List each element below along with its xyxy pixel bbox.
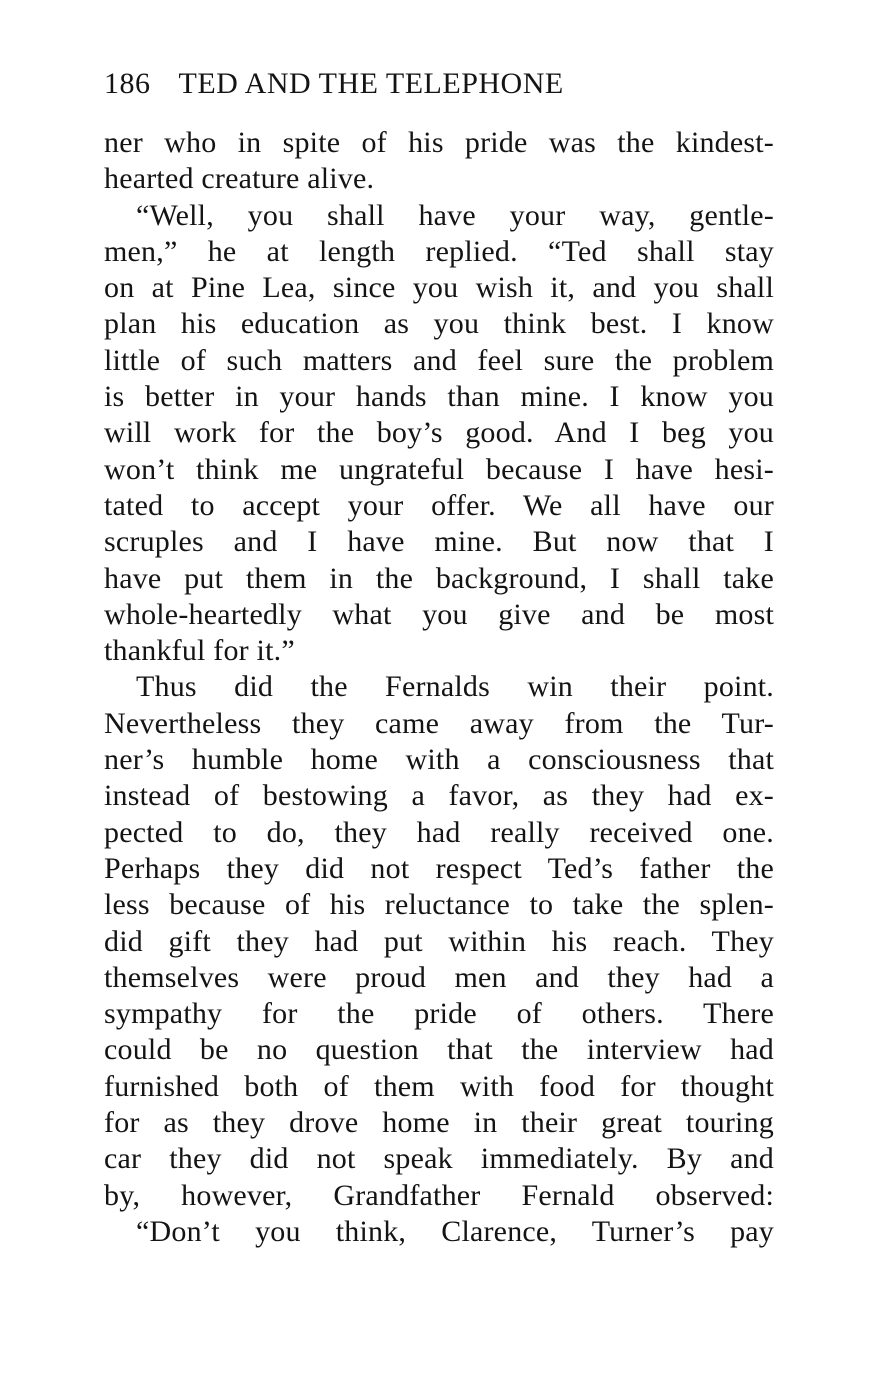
running-head — [104, 58, 774, 110]
text-line: for as they drove home in their great touring — [104, 1106, 774, 1140]
text-line: “Well, you shall have your way, gentle- — [136, 198, 774, 232]
text-line: Thus did the Fernalds win their point. — [136, 670, 774, 704]
book-page — [104, 58, 774, 1250]
text-line: by, however, Grandfather Fernald observed: — [104, 1178, 774, 1212]
text-line: instead of bestowing a favor, as they had ex- — [104, 779, 774, 813]
text-line: whole-heartedly what you give and be most — [104, 597, 774, 631]
text-line: thankful for it.” — [104, 634, 295, 668]
text-line: furnished both of them with food for thought — [104, 1069, 774, 1103]
text-line: ner’s humble home with a consciousness that — [104, 743, 774, 777]
text-line: hearted creature alive. — [104, 162, 375, 196]
text-line: have put them in the background, I shall take — [104, 561, 774, 595]
text-line: Perhaps they did not respect Ted’s father the — [104, 851, 774, 885]
text-line: won’t think me ungrateful because I have hesi- — [104, 452, 774, 486]
text-line: scruples and I have mine. But now that I — [104, 525, 774, 559]
text-line: little of such matters and feel sure the problem — [104, 343, 774, 377]
text-line: “Don’t you think, Clarence, Turner’s pay — [136, 1214, 774, 1248]
text-line: plan his education as you think best. I know — [104, 307, 774, 341]
text-line: tated to accept your offer. We all have our — [104, 488, 774, 522]
page-number: 186 — [104, 67, 151, 100]
text-line: will work for the boy’s good. And I beg you — [104, 416, 774, 450]
text-line: ner who in spite of his pride was the kindest- — [104, 126, 774, 159]
text-line: on at Pine Lea, since you wish it, and you shall — [104, 271, 774, 305]
text-line: themselves were proud men and they had a — [104, 960, 774, 994]
text-line: Nevertheless they came away from the Tur- — [104, 706, 774, 740]
text-line: could be no question that the interview had — [104, 1033, 774, 1067]
text-line: is better in your hands than mine. I know you — [104, 380, 774, 414]
text-line: less because of his reluctance to take the splen- — [104, 888, 774, 922]
text-line: car they did not speak immediately. By and — [104, 1142, 774, 1176]
running-title: TED AND THE TELEPHONE — [178, 67, 564, 100]
text-line: men,” he at length replied. “Ted shall stay — [104, 234, 774, 268]
text-line: pected to do, they had really received one. — [104, 815, 774, 849]
text-line: did gift they had put within his reach. They — [104, 924, 774, 958]
text-line: sympathy for the pride of others. There — [104, 997, 774, 1031]
body-text — [104, 125, 774, 1250]
